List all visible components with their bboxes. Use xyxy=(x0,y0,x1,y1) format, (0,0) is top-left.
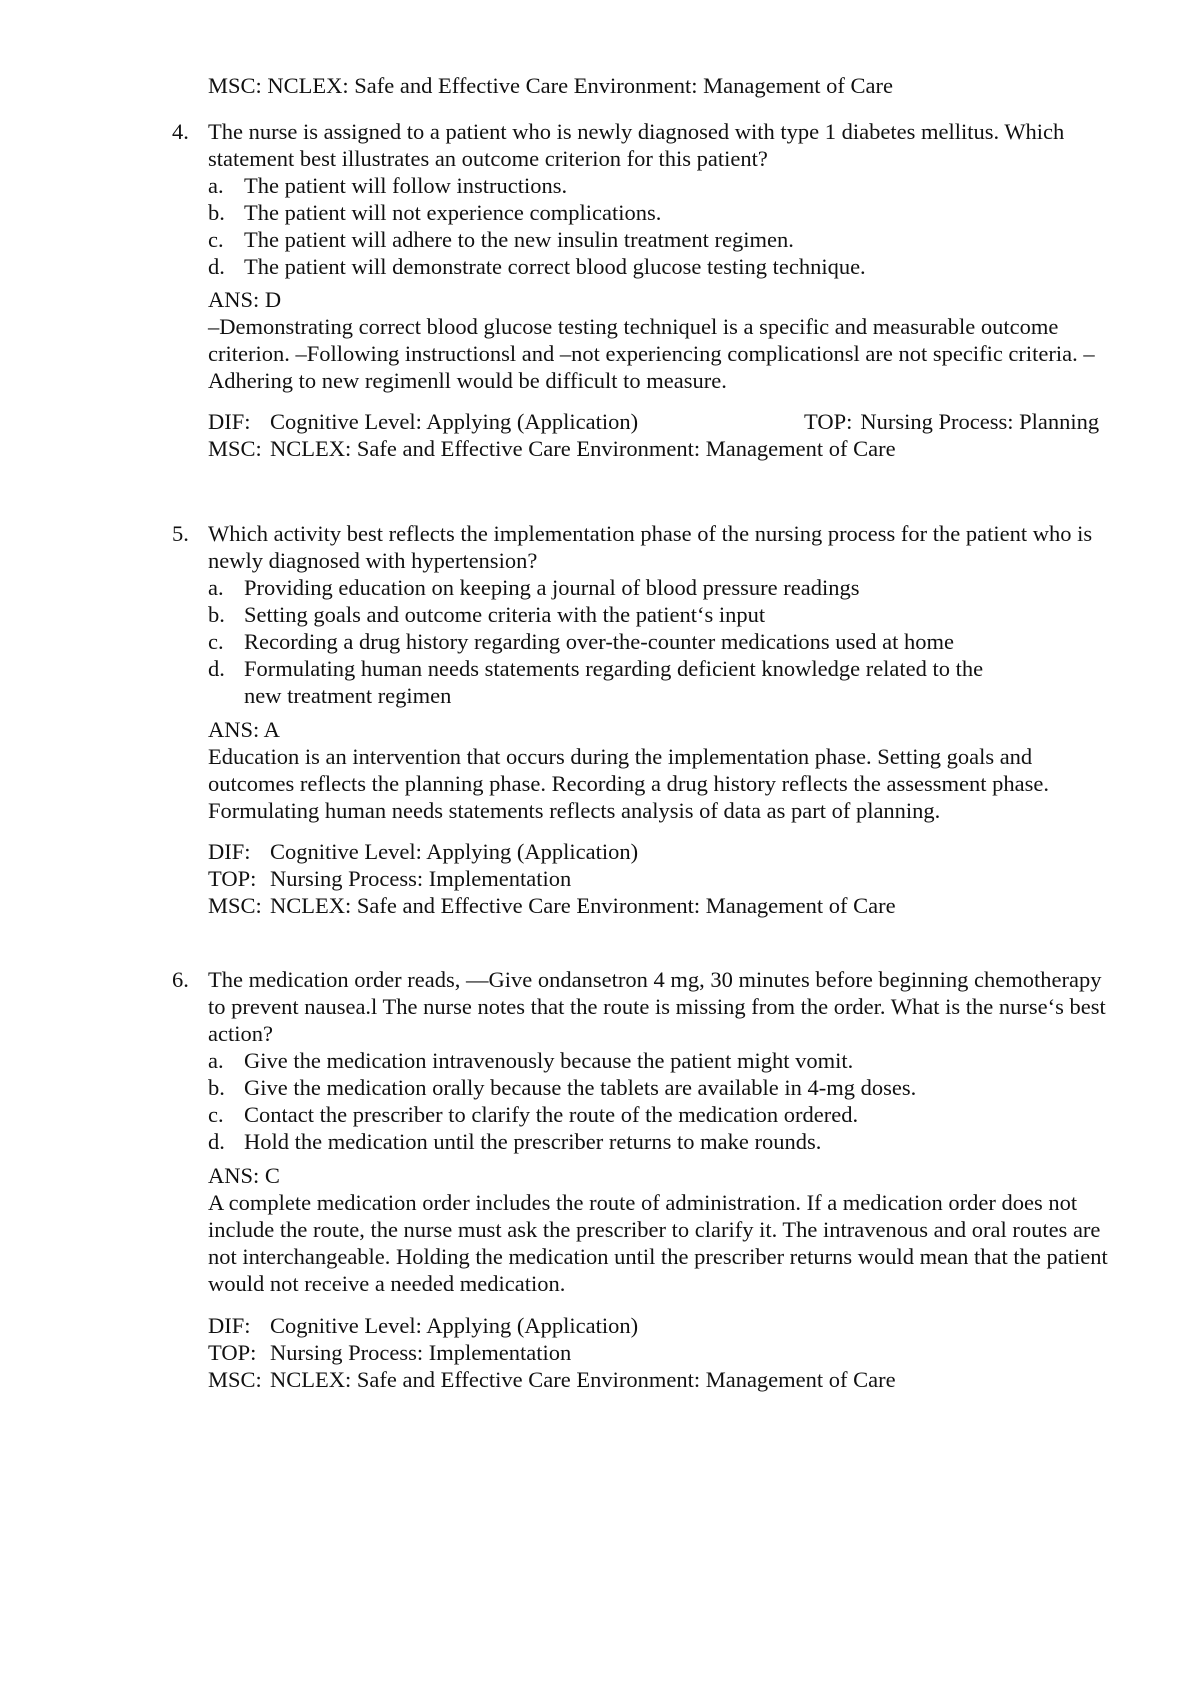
dif-key: DIF: xyxy=(208,409,251,434)
dif-line xyxy=(208,838,1108,865)
dif-key: DIF: xyxy=(208,839,251,864)
previous-question-msc: MSC: NCLEX: Safe and Effective Care Environment: Management of Care xyxy=(208,73,894,98)
option-text: Setting goals and outcome criteria with the patient‘s input xyxy=(244,602,766,627)
question-stem: Which activity best reflects the implementation phase of the nursing process for the patient who is newly diagnosed with hypertension? xyxy=(208,521,1093,573)
dif-line xyxy=(208,408,1108,435)
option-letter: b. xyxy=(208,200,225,225)
option-b xyxy=(208,601,1108,628)
answer-options xyxy=(208,1047,1108,1155)
option-c xyxy=(208,226,1108,253)
option-a xyxy=(208,172,1108,199)
answer-options xyxy=(208,574,1108,709)
rationale-text: Education is an intervention that occurs during the implementation phase. Setting goals and outcomes reflects the planning phase. Recording a drug history reflects the assessment phase. Formulating human needs statements reflects analysis of data as part of planning. xyxy=(208,744,1050,823)
option-b xyxy=(208,1074,1108,1101)
metadata-block xyxy=(208,838,1108,919)
option-letter: d. xyxy=(208,1129,225,1154)
option-text: Give the medication intravenously because the patient might vomit. xyxy=(244,1048,854,1073)
dif-value: Cognitive Level: Applying (Application) xyxy=(270,839,639,864)
question-number: 6. xyxy=(172,967,189,992)
option-d xyxy=(208,1128,1108,1155)
option-a xyxy=(208,574,1108,601)
dif-value: Cognitive Level: Applying (Application) xyxy=(270,409,639,434)
answer-block xyxy=(208,286,1118,394)
option-letter: b. xyxy=(208,1075,225,1100)
top-line xyxy=(804,408,1099,435)
msc-value: NCLEX: Safe and Effective Care Environment: Management of Care xyxy=(270,436,896,461)
option-text: The patient will demonstrate correct blood glucose testing technique. xyxy=(244,254,866,279)
rationale-text: A complete medication order includes the route of administration. If a medication order does not include the route, the nurse must ask the prescriber to clarify it. The intravenous and oral routes are not interchangeable. Holding the medication until the prescriber returns would mean that the patient would not receive a needed medication. xyxy=(208,1190,1108,1296)
option-letter: a. xyxy=(208,575,224,600)
option-text: The patient will not experience complications. xyxy=(244,200,662,225)
option-text: Formulating human needs statements regarding deficient knowledge related to the new treatment regimen xyxy=(244,656,984,708)
option-text: The patient will adhere to the new insulin treatment regimen. xyxy=(244,227,794,252)
option-letter: a. xyxy=(208,173,224,198)
option-letter: d. xyxy=(208,656,225,681)
question-number: 4. xyxy=(172,119,189,144)
top-value: Nursing Process: Implementation xyxy=(270,866,572,891)
option-text: The patient will follow instructions. xyxy=(244,173,568,198)
question-number: 5. xyxy=(172,521,189,546)
option-letter: a. xyxy=(208,1048,224,1073)
answer-block xyxy=(208,716,1118,824)
msc-value: NCLEX: Safe and Effective Care Environment: Management of Care xyxy=(270,893,896,918)
option-d xyxy=(208,253,1108,280)
rationale-text: –Demonstrating correct blood glucose testing techniquel is a specific and measurable outcome criterion. –Following instructionsl and –not experiencing complicationsl are not specific criteria. –Adhering to new regimenll would be difficult to measure. xyxy=(208,314,1095,393)
option-letter: c. xyxy=(208,629,224,654)
option-c xyxy=(208,1101,1108,1128)
option-d xyxy=(208,655,1108,709)
option-a xyxy=(208,1047,1108,1074)
metadata-block xyxy=(208,1312,1108,1393)
answer-label: ANS: D xyxy=(208,287,282,312)
msc-key: MSC: xyxy=(208,893,262,918)
answer-label: ANS: A xyxy=(208,717,280,742)
msc-line xyxy=(208,1366,1108,1393)
dif-value: Cognitive Level: Applying (Application) xyxy=(270,1313,639,1338)
dif-line xyxy=(208,1312,1108,1339)
option-b xyxy=(208,199,1108,226)
option-text: Hold the medication until the prescriber returns to make rounds. xyxy=(244,1129,822,1154)
msc-key: MSC: xyxy=(208,436,262,461)
top-key: TOP: xyxy=(208,1340,257,1365)
option-text: Recording a drug history regarding over-the-counter medications used at home xyxy=(244,629,954,654)
top-key: TOP: xyxy=(804,409,853,434)
dif-key: DIF: xyxy=(208,1313,251,1338)
option-text: Give the medication orally because the tablets are available in 4-mg doses. xyxy=(244,1075,917,1100)
option-letter: d. xyxy=(208,254,225,279)
option-text: Contact the prescriber to clarify the route of the medication ordered. xyxy=(244,1102,859,1127)
top-line xyxy=(208,865,1108,892)
top-key: TOP: xyxy=(208,866,257,891)
msc-line xyxy=(208,892,1108,919)
option-c xyxy=(208,628,1108,655)
metadata-block xyxy=(208,408,1108,462)
option-text: Providing education on keeping a journal of blood pressure readings xyxy=(244,575,860,600)
top-value: Nursing Process: Implementation xyxy=(270,1340,572,1365)
msc-key: MSC: xyxy=(208,1367,262,1392)
question-stem: The nurse is assigned to a patient who is newly diagnosed with type 1 diabetes mellitus. Which statement best illustrates an outcome criterion for this patient? xyxy=(208,119,1065,171)
answer-options xyxy=(208,172,1108,280)
option-letter: c. xyxy=(208,227,224,252)
top-line xyxy=(208,1339,1108,1366)
top-value: Nursing Process: Planning xyxy=(860,409,1100,434)
answer-block xyxy=(208,1162,1118,1297)
question-stem: The medication order reads, ―Give ondansetron 4 mg, 30 minutes before beginning chemotherapy to prevent nausea.l The nurse notes that the route is missing from the order. What is the nurse‘s best action? xyxy=(208,967,1106,1046)
msc-value: NCLEX: Safe and Effective Care Environment: Management of Care xyxy=(270,1367,896,1392)
option-letter: c. xyxy=(208,1102,224,1127)
answer-label: ANS: C xyxy=(208,1163,280,1188)
msc-line xyxy=(208,435,1108,462)
option-letter: b. xyxy=(208,602,225,627)
